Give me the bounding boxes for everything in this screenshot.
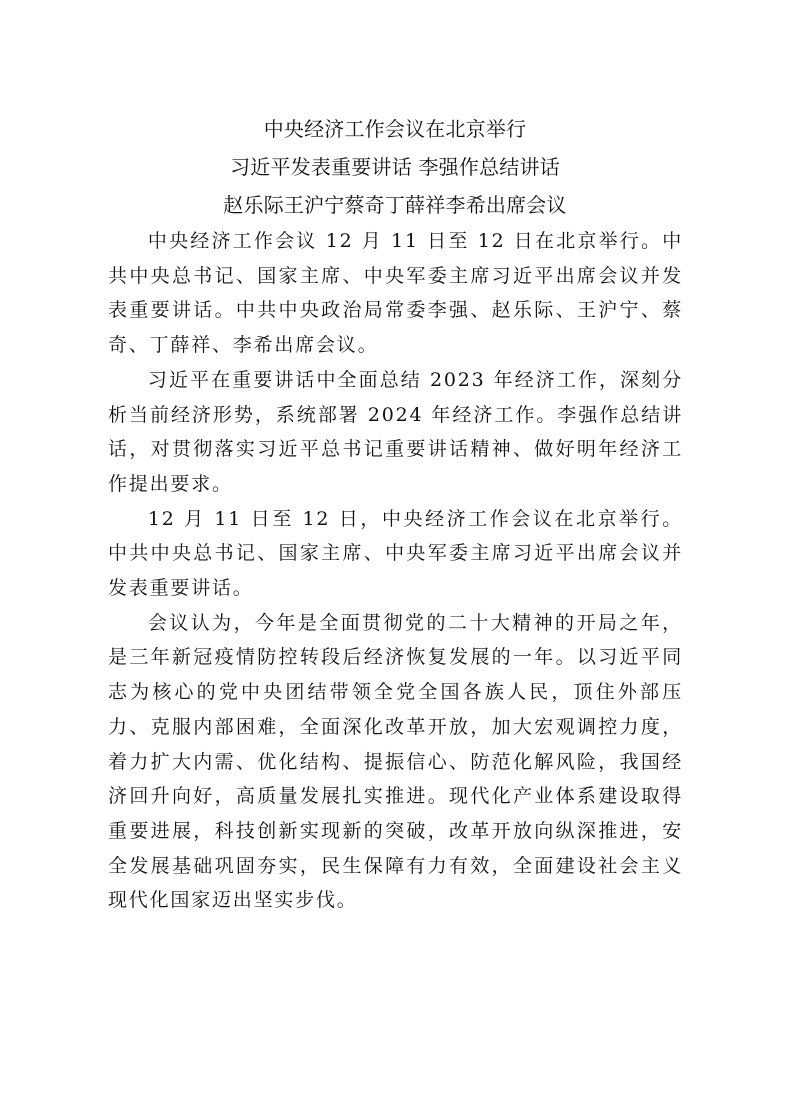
subheadline: 习近平发表重要讲话 李强作总结讲话 — [230, 155, 560, 179]
paragraph-meeting-assessment: 会议认为，今年是全面贯彻党的二十大精神的开局之年，是三年新冠疫情防控转段后经济恢复发展的一年。以习近平同志为核心的党中央团结带领全党全国各族人民，顶住外部压力、克服内部困难，全面深化改革开放，加大宏观调控力度，着力扩大内需、优化结构、提振信心、防范化解风险，我国经济回升向好，高质量发展扎实推进。现代化产业体系建设取得重要进展，科技创新实现新的突破，改革开放向纵深推进，安全发展基础巩固夯实，民生保障有力有效，全面建设社会主义现代化国家迈出坚实步伐。 — [108, 611, 683, 912]
title-block — [100, 110, 690, 224]
article-body — [108, 224, 683, 918]
paragraph-meeting-dates: 12 月 11 日至 12 日，中央经济工作会议在北京举行。中共中央总书记、国家主席、中央军委主席习近平出席会议并发表重要讲话。 — [108, 507, 683, 600]
attendees-headline: 赵乐际王沪宁蔡奇丁薛祥李希出席会议 — [223, 193, 567, 217]
headline: 中央经济工作会议在北京举行 — [263, 117, 527, 141]
paragraph-meeting-summary: 中央经济工作会议 12 月 11 日至 12 日在北京举行。中共中央总书记、国家主席、中央军委主席习近平出席会议并发表重要讲话。中共中央政治局常委李强、赵乐际、王沪宁、蔡奇、丁薛祥、李希出席会议。 — [108, 230, 683, 357]
paragraph-speech-summary: 习近平在重要讲话中全面总结 2023 年经济工作，深刻分析当前经济形势，系统部署 2024 年经济工作。李强作总结讲话，对贯彻落实习近平总书记重要讲话精神、做好明年经济工作提出要求。 — [108, 368, 683, 495]
